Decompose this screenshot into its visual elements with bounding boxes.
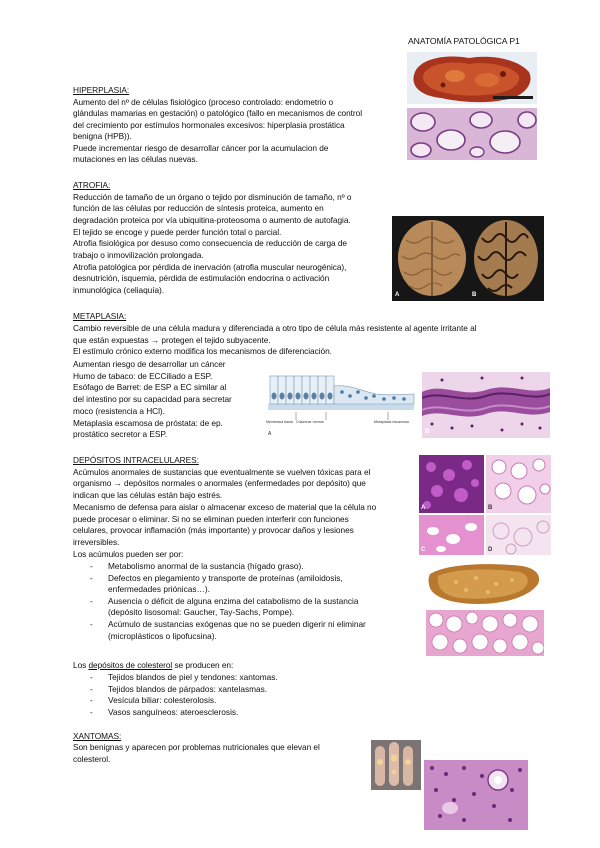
list-item: - Vasos sanguíneos: ateroesclerosis. <box>90 707 278 719</box>
fatty-liver-photo <box>426 560 544 608</box>
image-label: B <box>425 429 430 435</box>
atrofia-line: trabajo o inmovilización prolongada. <box>73 250 204 260</box>
list-item: - Tejidos blandos de párpados: xantelasmas. <box>90 684 278 696</box>
metaplasia-line: Metaplasia escamosa de próstata: de ep. <box>73 418 223 428</box>
depositos-line: puede procesar o eliminar. Si no se eliminan pueden interferir con funciones <box>73 514 349 524</box>
hiperplasia-heading: HIPERPLASIA: <box>73 85 130 95</box>
colesterol-bullet-list <box>90 672 278 718</box>
diagram-label: Columnar normal <box>296 420 324 424</box>
atrofia-line: Atrofia fisiológica por desuso como consecuencia de reducción de carga de <box>73 238 348 248</box>
atrofia-heading: ATROFIA: <box>73 180 111 190</box>
metaplasia-line: prostático secretor a ESP. <box>73 429 168 439</box>
list-item-continuation <box>90 607 366 619</box>
colesterol-intro-suffix: se producen en: <box>172 660 234 670</box>
xantomas-line: colesterol. <box>73 754 111 764</box>
xanthoma-hand-photo <box>371 740 421 790</box>
atrofia-line: Reducción de tamaño de un órgano o tejido por disminución de tamaño, nº o <box>73 192 352 202</box>
xantomas-heading: XANTOMAS: <box>73 731 122 741</box>
image-label: A <box>395 292 400 298</box>
metaplasia-line: Cambio reversible de una célula madura y diferenciada a otro tipo de célula más resistente al agente irritante al <box>73 323 477 333</box>
metaplasia-line: moco (resistencia a HCl). <box>73 406 165 416</box>
list-item: - Metabolismo anormal de la sustancia (hígado graso). <box>90 561 366 573</box>
depositos-line: indican que las células están bajo estrés. <box>73 490 223 500</box>
depositos-line: celulares, provocar inflamación (más importante) y provocar daños y lesiones <box>73 525 354 535</box>
image-label: B <box>488 505 493 511</box>
list-item: - Defectos en plegamiento y transporte de proteínas (amiloidosis, <box>90 573 366 585</box>
diagram-label: Membrana basal <box>266 420 293 424</box>
depositos-line: Mecanismo de defensa para aislar o almacenar exceso de material que la célula no <box>73 502 377 512</box>
metaplasia-line: que están expuestas → protegen el tejido subyacente. <box>73 335 271 345</box>
metaplasia-diagram <box>266 368 416 440</box>
depositos-histology-panel <box>419 455 551 555</box>
hiperplasia-line: del crecimiento por estímulos hormonales excesivos: hiperplasia prostática <box>73 120 345 130</box>
list-item: - Ausencia o déficit de alguna enzima del catabolismo de la sustancia <box>90 596 366 608</box>
list-item-text: (microplásticos o lipofucsina). <box>108 630 217 641</box>
diagram-label: Metaplasia escamosa <box>374 420 409 424</box>
list-item-text: enfermedades priónicas…). <box>108 584 210 595</box>
image-label: B <box>472 292 477 298</box>
colesterol-intro-underlined: depósitos de colesterol <box>88 660 173 670</box>
hiperplasia-line: benigna (HPB)). <box>73 131 132 141</box>
atrofia-line: El tejido se encoge y puede perder función total o parcial. <box>73 227 282 237</box>
atrofia-line: Atrofia patológica por pérdida de inervación (atrofia muscular neurogénica), <box>73 262 347 272</box>
prostate-gross-photo <box>407 52 537 104</box>
list-item-continuation <box>90 584 366 596</box>
depositos-line: irreversibles. <box>73 537 120 547</box>
colesterol-intro <box>73 660 233 672</box>
list-item: - Tejidos blandos de piel y tendones: xantomas. <box>90 672 278 684</box>
depositos-line: Los acúmulos pueden ser por: <box>73 549 184 559</box>
metaplasia-histology-image <box>422 372 550 438</box>
list-item-text: (depósito lisosomal: Gaucher, Tay-Sachs, Pompe). <box>108 607 295 618</box>
image-label: C <box>421 547 426 553</box>
list-item: - Acúmulo de sustancias exógenas que no se pueden digerir ni eliminar <box>90 619 366 631</box>
atrofia-line: función de las células por reducción de síntesis proteica, aumento en <box>73 203 324 213</box>
metaplasia-line: Humo de tabaco: de ECCiliado a ESP. <box>73 371 213 381</box>
metaplasia-line: del intestino por su capacidad para secretar <box>73 394 232 404</box>
depositos-bullet-list <box>90 561 366 642</box>
depositos-line: Acúmulos anormales de sustancias que eventualmente se vuelven tóxicas para el <box>73 467 371 477</box>
diagram-label: A <box>268 431 272 437</box>
hiperplasia-line: mutaciones en las células nuevas. <box>73 154 198 164</box>
fatty-liver-histology-image <box>426 610 544 656</box>
list-item: - Vesícula biliar: colesterolosis. <box>90 695 278 707</box>
list-item-continuation <box>90 631 366 643</box>
image-label: D <box>488 547 493 553</box>
image-label: A <box>421 505 426 511</box>
metaplasia-heading: METAPLASIA: <box>73 311 127 321</box>
metaplasia-line: El estímulo crónico externo modifica los mecanismos de diferenciación. <box>73 346 332 356</box>
depositos-heading: DEPÓSITOS INTRACELULARES: <box>73 455 199 465</box>
hiperplasia-line: glándulas mamarias en gestación) o patológico (fallo en mecanismos de control <box>73 108 363 118</box>
hiperplasia-line: Puede incrementar riesgo de desarrollar cáncer por la acumulacion de <box>73 143 329 153</box>
atrofia-line: desnutrición, isquemia, pérdida de estimulación endocrina o activación <box>73 273 330 283</box>
colesterol-intro-prefix: Los <box>73 660 89 670</box>
depositos-line: organismo → depósitos normales o anormales (enfermedades por depósito) que <box>73 478 366 488</box>
xantomas-line: Son benignas y aparecen por problemas nutricionales que elevan el <box>73 742 320 752</box>
document-header: ANATOMÍA PATOLÓGICA P1 <box>408 36 520 46</box>
atrofia-line: degradación proteica por vía ubiquitina-proteosoma o aumento de autofagia. <box>73 215 351 225</box>
atrofia-line: inmunológica (celiaquía). <box>73 285 164 295</box>
hiperplasia-line: Aumento del nº de células fisiológico (proceso controlado: endometrio o <box>73 97 334 107</box>
prostate-histology-image <box>407 108 537 160</box>
brain-atrophy-photo <box>392 216 544 301</box>
metaplasia-line: Aumentan riesgo de desarrollar un cáncer <box>73 359 226 369</box>
xanthoma-histology-image <box>424 760 528 830</box>
metaplasia-line: Esófago de Barret: de ESP a EC similar al <box>73 382 227 392</box>
